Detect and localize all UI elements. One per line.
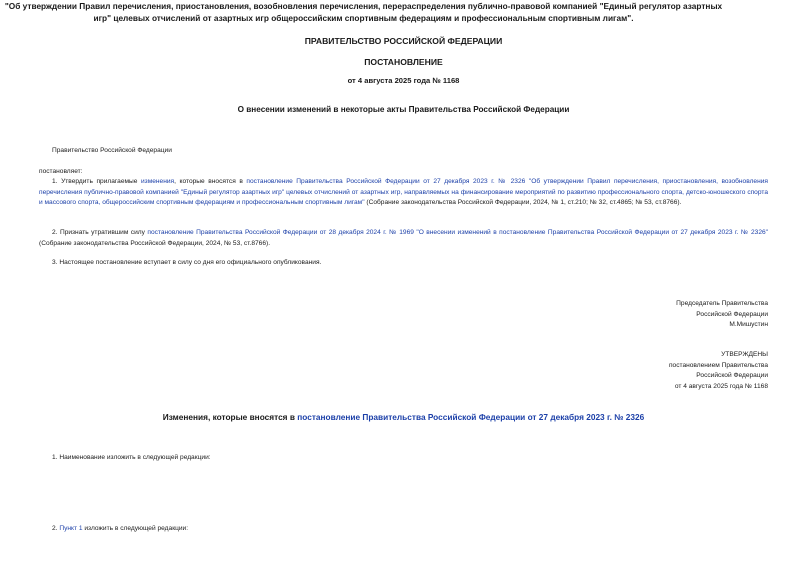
document-date-number: от 4 августа 2025 года № 1168 xyxy=(347,76,460,85)
paragraph-2-text-b: (Собрание законодательства Российской Федерации, 2024, № 53, ст.8766). xyxy=(39,239,271,247)
approval-block xyxy=(669,350,768,392)
government-header: ПРАВИТЕЛЬСТВО РОССИЙСКОЙ ФЕДЕРАЦИИ xyxy=(304,36,503,46)
change-item-1: 1. Наименование изложить в следующей редакции: xyxy=(52,454,211,461)
approval-heading: УТВЕРЖДЕНЫ xyxy=(721,351,768,358)
approval-line-2: постановлением Правительства xyxy=(668,361,768,369)
document-title: О внесении изменений в некоторые акты Правительства Российской Федерации xyxy=(237,105,570,114)
signature-organization: Российской Федерации xyxy=(696,310,768,318)
change-item-2-text: изложить в следующей редакции: xyxy=(82,525,189,532)
link-changes[interactable]: изменения xyxy=(141,178,175,185)
approval-line-3: Российской Федерации xyxy=(696,372,768,379)
signature-name: М.Мишустин xyxy=(729,321,768,328)
government-line: Правительство Российской Федерации xyxy=(52,147,172,154)
paragraph-1 xyxy=(39,177,768,209)
paragraph-1-text-b: , которые вносятся в xyxy=(174,178,247,185)
document-type: ПОСТАНОВЛЕНИЕ xyxy=(364,57,443,67)
signature-block xyxy=(676,299,768,331)
link-decree-2326[interactable]: постановление Правительства Российской Федерации от 27 декабря 2023 г. № 2326 "Об утверждении Правил перечисления, приостановления, возобновления перечисления публично-правовой компанией "Единый регулятор азартных игр" целевых отчислений от азартных игр, направляемых на финансирование мероприятий по развитию профессионального спорта, детско-юношеского спорта и массового спорта, общероссийским спортивным федерациям и профессиональным спортивным лигам" xyxy=(39,178,768,206)
paragraph-1-text-c: (Собрание законодательства Российской Федерации, 2024, № 1, ст.210; № 32, ст.4865; № 53, ст.8766). xyxy=(364,199,682,206)
paragraph-2 xyxy=(39,228,768,249)
change-item-2-number: 2. xyxy=(52,525,60,532)
changes-title-text: Изменения, которые вносятся в xyxy=(162,412,298,422)
paragraph-1-text-a: 1. Утвердить прилагаемые xyxy=(52,178,141,185)
paragraph-3: 3. Настоящее постановление вступает в силу со дня его официального опубликования. xyxy=(52,259,322,266)
link-point-1[interactable]: Пункт 1 xyxy=(59,525,83,532)
paragraph-2-text-a: 2. Признать утратившим силу xyxy=(52,229,148,236)
changes-title xyxy=(0,412,807,422)
link-decree-1969[interactable]: постановление Правительства Российской Федерации от 28 декабря 2024 г. № 1969 "О внесении изменений в постановление Правительства Российской Федерации от 27 декабря 2023 г. № 2326" xyxy=(147,229,769,236)
decrees-line: постановляет: xyxy=(39,168,83,175)
link-changes-decree[interactable]: постановление Правительства Российской Федерации от 27 декабря 2023 г. № 2326 xyxy=(297,412,645,422)
change-item-2 xyxy=(52,524,188,535)
signature-position: Председатель Правительства xyxy=(676,300,768,307)
new-title-quote: "Об утверждении Правил перечисления, приостановления, возобновления перечисления, перераспределения публично-правовой компанией "Единый регулятор азартных игр" целевых отчислений от азартных игр общероссийским спортивным федерациям и профессиональным спортивным лигам". xyxy=(4,1,723,23)
approval-date-number: от 4 августа 2025 года № 1168 xyxy=(674,382,768,390)
